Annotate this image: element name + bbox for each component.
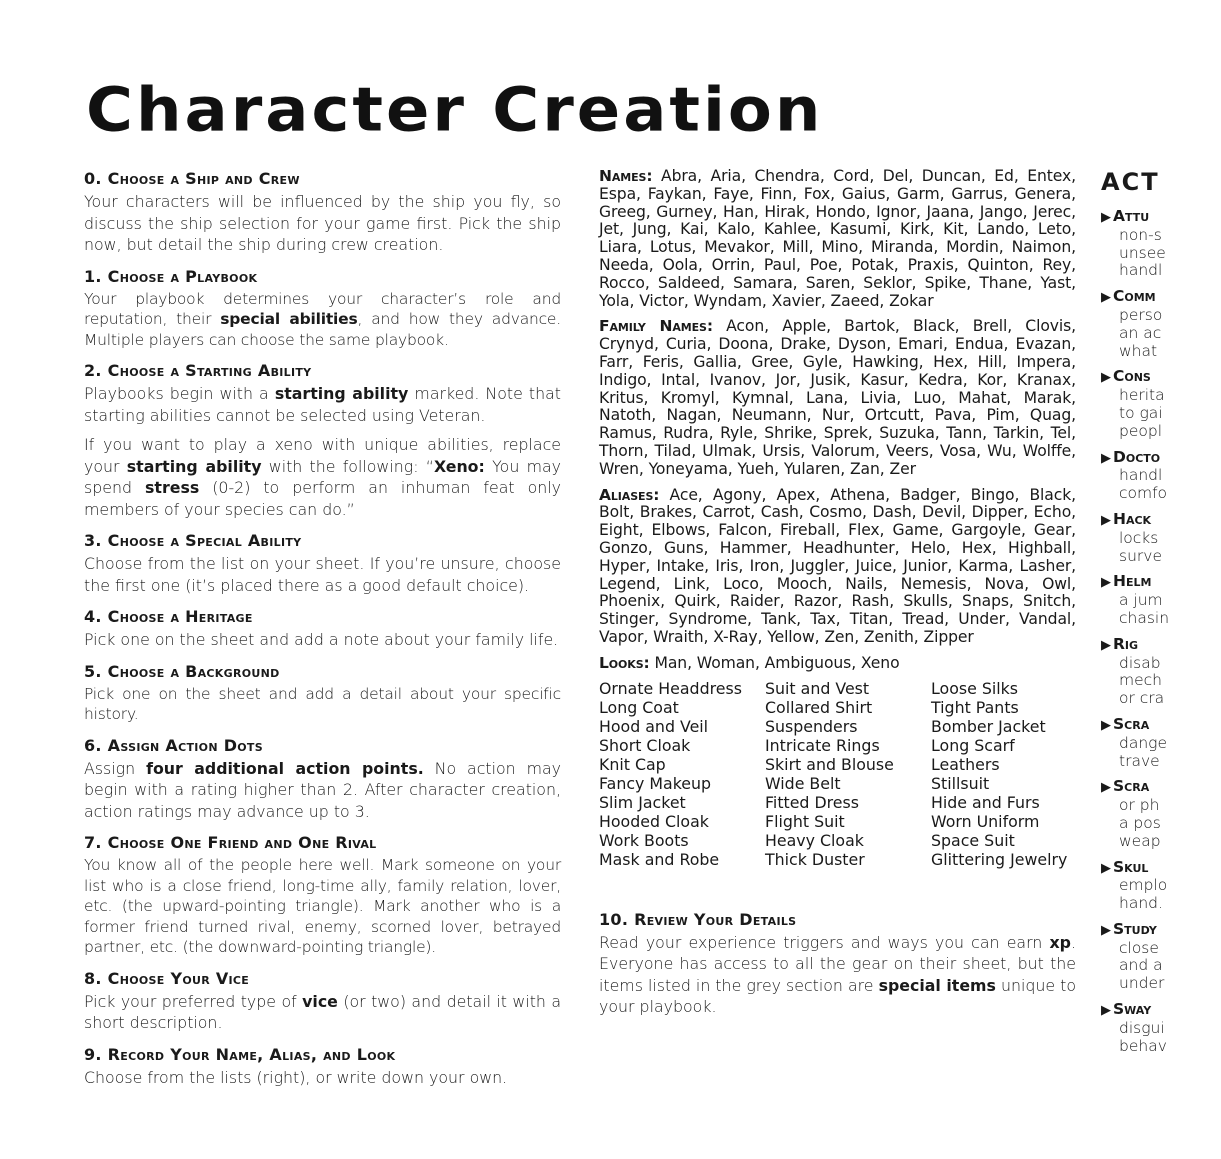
action-entry bbox=[1101, 511, 1221, 565]
step-8 bbox=[84, 968, 561, 1034]
step-text: Choose from the lists (right), or write down your own. bbox=[84, 1067, 508, 1087]
names-text: Abra, Aria, Chendra, Cord, Del, Duncan, Ed, Entex, Espa, Faykan, Faye, Finn, Fox, Gaius, Garm, Garrus, Genera, Greeg, Gurney, Han, Hirak, Hondo, Ignor, Jaana, Jango, Jerec, Jet, Jung, Kai, Kalo, Kahlee, Kasumi, Kirk, Kit, Lando, Leto, Liara, Lotus, Mevakor, Mill, Mino, Miranda, Mordin, Naimon, Needa, Oola, Orrin, Paul, Poe, Potak, Praxis, Quinton, Rey, Rocco, Saldeed, Samara, Saren, Seklor, Spike, Thane, Yast, Yola, Victor, Wyndam, Xavier, Zaeed, Zokar bbox=[599, 167, 1076, 310]
action-desc-line: dange bbox=[1119, 733, 1167, 752]
step-4 bbox=[84, 606, 561, 651]
step-text: Pick one on the sheet and add a note about your family life. bbox=[84, 630, 559, 649]
triangle-right-icon: ▶ bbox=[1101, 637, 1111, 653]
look-item: Hood and Veil bbox=[599, 716, 709, 736]
action-desc-line: handl bbox=[1119, 261, 1163, 280]
look-item: Space Suit bbox=[931, 830, 1015, 850]
step-text: Playbooks begin with a starting ability marked. Note that starting abilities cannot be selected using Veteran. bbox=[84, 384, 561, 425]
action-desc-line: unsee bbox=[1119, 243, 1166, 262]
triangle-right-icon: ▶ bbox=[1101, 512, 1111, 528]
action-name: Hack bbox=[1113, 509, 1152, 528]
look-item: Suit and Vest bbox=[765, 678, 870, 698]
step-5 bbox=[84, 661, 561, 725]
look-item: Work Boots bbox=[599, 830, 689, 850]
action-name: Docto bbox=[1113, 447, 1161, 466]
action-desc-line: perso bbox=[1119, 305, 1163, 324]
actions-column bbox=[1101, 168, 1221, 1063]
action-name: Rig bbox=[1113, 634, 1139, 653]
action-entry bbox=[1101, 368, 1221, 440]
step-heading: 6. Assign Action Dots bbox=[84, 735, 263, 755]
action-name: Comm bbox=[1113, 287, 1156, 306]
step-heading: 8. Choose Your Vice bbox=[84, 968, 250, 988]
look-item: Long Coat bbox=[599, 697, 679, 717]
look-item: Fitted Dress bbox=[765, 792, 859, 812]
triangle-right-icon: ▶ bbox=[1101, 860, 1111, 876]
look-item: Loose Silks bbox=[931, 678, 1019, 698]
step-heading: 9. Record Your Name, Alias, and Look bbox=[84, 1044, 396, 1064]
action-entry bbox=[1101, 716, 1221, 770]
step-1 bbox=[84, 266, 561, 351]
action-desc-line: and a bbox=[1119, 956, 1163, 975]
action-desc-line: hand. bbox=[1119, 894, 1163, 913]
look-item: Fancy Makeup bbox=[599, 773, 712, 793]
looks-list bbox=[599, 655, 1076, 673]
family-names-list bbox=[599, 318, 1076, 478]
left-column bbox=[84, 168, 561, 1098]
action-entry bbox=[1101, 636, 1221, 708]
step-text: Read your experience triggers and ways you can earn xp. Everyone has access to all the gear on their sheet, but the items listed in the grey section are special items unique to your playbook. bbox=[599, 932, 1077, 1017]
action-name: Skul bbox=[1113, 857, 1149, 876]
action-desc-line: chasin bbox=[1119, 608, 1170, 627]
action-desc-line: mech bbox=[1119, 671, 1162, 690]
action-entry bbox=[1101, 859, 1221, 913]
look-item: Mask and Robe bbox=[599, 849, 720, 869]
action-desc-line: comfo bbox=[1119, 484, 1168, 503]
step-10 bbox=[599, 909, 1076, 1018]
look-item: Skirt and Blouse bbox=[765, 754, 894, 774]
look-item: Knit Cap bbox=[599, 754, 666, 774]
step-3 bbox=[84, 530, 561, 596]
step-9 bbox=[84, 1044, 561, 1089]
triangle-right-icon: ▶ bbox=[1101, 575, 1111, 591]
look-item: Heavy Cloak bbox=[765, 830, 864, 850]
action-name: Attu bbox=[1113, 207, 1150, 225]
looks-label: Looks: bbox=[599, 653, 650, 672]
action-entry bbox=[1101, 288, 1221, 360]
triangle-right-icon: ▶ bbox=[1101, 780, 1111, 796]
aliases-list bbox=[599, 487, 1076, 647]
action-desc-line: non-s bbox=[1119, 225, 1162, 244]
middle-column bbox=[599, 168, 1076, 1028]
action-desc-line: a pos bbox=[1119, 813, 1161, 832]
action-desc-line: weap bbox=[1119, 831, 1161, 850]
triangle-right-icon: ▶ bbox=[1101, 450, 1111, 466]
action-desc-line: disab bbox=[1119, 653, 1161, 672]
action-desc-line: or cra bbox=[1119, 689, 1165, 708]
step-text: Pick one on the sheet and add a detail about your specific history. bbox=[84, 684, 561, 723]
look-item: Worn Uniform bbox=[931, 811, 1040, 831]
names-label: Names: bbox=[599, 167, 653, 185]
step-text-xeno: If you want to play a xeno with unique abilities, replace your starting ability with the following: “Xeno: You may spend stress (0-2) to perform an inhuman feat only members of your species can do.” bbox=[84, 435, 562, 519]
looks-grid bbox=[599, 679, 1076, 869]
step-text: Pick your preferred type of vice (or two) and detail it with a short description. bbox=[84, 991, 562, 1032]
look-item: Leathers bbox=[931, 754, 1000, 774]
action-entry bbox=[1101, 208, 1221, 280]
family-names-text: Acon, Apple, Bartok, Black, Brell, Clovis, Crynyd, Curia, Doona, Drake, Dyson, Emari, Endua, Evazan, Farr, Feris, Gallia, Gree, Gyle, Hawking, Hex, Hill, Impera, Indigo, Intal, Ivanov, Jor, Jusik, Kasur, Kedra, Kor, Kranax, Kritus, Kromyl, Kymnal, Lana, Livia, Luo, Mahat, Marak, Natoth, Nagan, Neumann, Nur, Ortcutt, Pava, Pim, Quag, Ramus, Rudra, Ryle, Shrike, Sprek, Suzuka, Tann, Tarkin, Tel, Thorn, Tilad, Ulmak, Ursis, Valorum, Veers, Vosa, Wu, Wolffe, Wren, Yoneyama, Yueh, Yularen, Zan, Zer bbox=[599, 317, 1076, 478]
aliases-label: Aliases: bbox=[599, 485, 660, 504]
action-entry bbox=[1101, 921, 1221, 993]
action-name: Cons bbox=[1113, 367, 1151, 386]
step-text: Choose from the list on your sheet. If you’re unsure, choose the first one (it’s placed there as a good default choice). bbox=[84, 554, 561, 595]
actions-title: ACT bbox=[1101, 168, 1160, 196]
step-heading: 3. Choose a Special Ability bbox=[84, 531, 302, 550]
step-7 bbox=[84, 832, 561, 958]
action-entry bbox=[1101, 778, 1221, 850]
triangle-right-icon: ▶ bbox=[1101, 370, 1111, 386]
step-heading: 1. Choose a Playbook bbox=[84, 266, 258, 286]
look-item: Stillsuit bbox=[931, 773, 990, 793]
step-text: Your characters will be influenced by the ship you fly, so discuss the ship selection for your game first. Pick the ship now, but detail the ship during crew creation. bbox=[84, 192, 561, 254]
action-desc-line: herita bbox=[1119, 386, 1165, 405]
action-desc-line: disgui bbox=[1119, 1018, 1165, 1037]
action-desc-line: behav bbox=[1119, 1036, 1167, 1055]
action-desc-line: under bbox=[1119, 974, 1165, 993]
action-entry bbox=[1101, 449, 1221, 503]
action-desc-line: what bbox=[1119, 341, 1158, 360]
action-name: Sway bbox=[1113, 1000, 1152, 1019]
look-item: Wide Belt bbox=[765, 773, 841, 793]
action-entry bbox=[1101, 573, 1221, 627]
step-heading: 10. Review Your Details bbox=[599, 909, 797, 929]
step-heading: 0. Choose a Ship and Crew bbox=[84, 169, 300, 188]
action-name: Scra bbox=[1113, 777, 1150, 796]
look-item: Glittering Jewelry bbox=[931, 849, 1068, 869]
step-6 bbox=[84, 735, 561, 823]
action-desc-line: a jum bbox=[1119, 591, 1163, 610]
look-item: Long Scarf bbox=[931, 735, 1015, 755]
look-item: Thick Duster bbox=[765, 849, 865, 869]
action-desc-line: surve bbox=[1119, 546, 1162, 565]
action-desc-line: emplo bbox=[1119, 876, 1168, 895]
action-name: Scra bbox=[1113, 714, 1150, 733]
triangle-right-icon: ▶ bbox=[1101, 922, 1111, 938]
action-desc-line: or ph bbox=[1119, 796, 1160, 815]
action-name: Helm bbox=[1113, 572, 1152, 591]
triangle-right-icon: ▶ bbox=[1101, 717, 1111, 733]
look-item: Short Cloak bbox=[599, 735, 691, 755]
triangle-right-icon: ▶ bbox=[1101, 210, 1111, 225]
step-heading: 2. Choose a Starting Ability bbox=[84, 361, 312, 380]
look-item: Tight Pants bbox=[931, 697, 1019, 717]
step-heading: 4. Choose a Heritage bbox=[84, 607, 253, 626]
action-desc-line: an ac bbox=[1119, 323, 1162, 342]
action-desc-line: locks bbox=[1119, 528, 1159, 547]
look-item: Hooded Cloak bbox=[599, 811, 709, 831]
step-text: Your playbook determines your character’s role and reputation, their special abilities, and how they advance. Multiple players can choose the same playbook. bbox=[84, 289, 561, 349]
looks-text: Man, Woman, Ambiguous, Xeno bbox=[654, 653, 900, 672]
look-item: Suspenders bbox=[765, 716, 858, 736]
action-entry bbox=[1101, 1001, 1221, 1055]
action-desc-line: trave bbox=[1119, 751, 1160, 770]
action-desc-line: handl bbox=[1119, 466, 1163, 485]
look-item: Collared Shirt bbox=[765, 697, 873, 717]
page-title: Character Creation bbox=[86, 75, 824, 146]
triangle-right-icon: ▶ bbox=[1101, 290, 1111, 306]
look-item: Flight Suit bbox=[765, 811, 845, 831]
look-item: Intricate Rings bbox=[765, 735, 880, 755]
look-item: Ornate Headdress bbox=[599, 678, 742, 698]
step-heading: 7. Choose One Friend and One Rival bbox=[84, 833, 377, 852]
look-item: Bomber Jacket bbox=[931, 716, 1046, 736]
family-names-label: Family Names: bbox=[599, 317, 713, 336]
action-desc-line: to gai bbox=[1119, 403, 1163, 422]
look-item: Hide and Furs bbox=[931, 792, 1040, 812]
action-name: Study bbox=[1113, 919, 1157, 938]
step-2 bbox=[84, 360, 561, 520]
action-desc-line: peopl bbox=[1119, 421, 1163, 440]
actions-list bbox=[1101, 208, 1221, 1055]
action-desc-line: close bbox=[1119, 938, 1159, 957]
step-text: Assign four additional action points. No action may begin with a rating higher than 2. After character creation, action ratings may advance up to 3. bbox=[84, 758, 561, 821]
step-text: You know all of the people here well. Mark someone on your list who is a close friend, long-time ally, family relation, lover, etc. (the upward-pointing triangle). Mark another who is a former friend turned rival, enemy, scorned lover, betrayed partner, etc. (the downward-pointing triangle). bbox=[84, 856, 561, 956]
step-0 bbox=[84, 168, 561, 256]
triangle-right-icon: ▶ bbox=[1101, 1003, 1111, 1019]
step-heading: 5. Choose a Background bbox=[84, 661, 280, 681]
look-item: Slim Jacket bbox=[599, 792, 686, 812]
names-list bbox=[599, 168, 1076, 310]
aliases-text: Ace, Agony, Apex, Athena, Badger, Bingo, Black, Bolt, Brakes, Carrot, Cash, Cosmo, Dash, Devil, Dipper, Echo, Eight, Elbows, Falcon, Fireball, Flex, Game, Gargoyle, Gear, Gonzo, Guns, Hammer, Headhunter, Helo, Hex, Highball, Hyper, Intake, Iris, Iron, Juggler, Juice, Junior, Karma, Lasher, Legend, Link, Loco, Mooch, Nails, Nemesis, Nova, Owl, Phoenix, Quirk, Raider, Razor, Rash, Skulls, Snaps, Snitch, Stinger, Syndrome, Tank, Tax, Titan, Tread, Under, Vandal, Vapor, Wraith, X-Ray, Yellow, Zen, Zenith, Zipper bbox=[599, 485, 1077, 646]
